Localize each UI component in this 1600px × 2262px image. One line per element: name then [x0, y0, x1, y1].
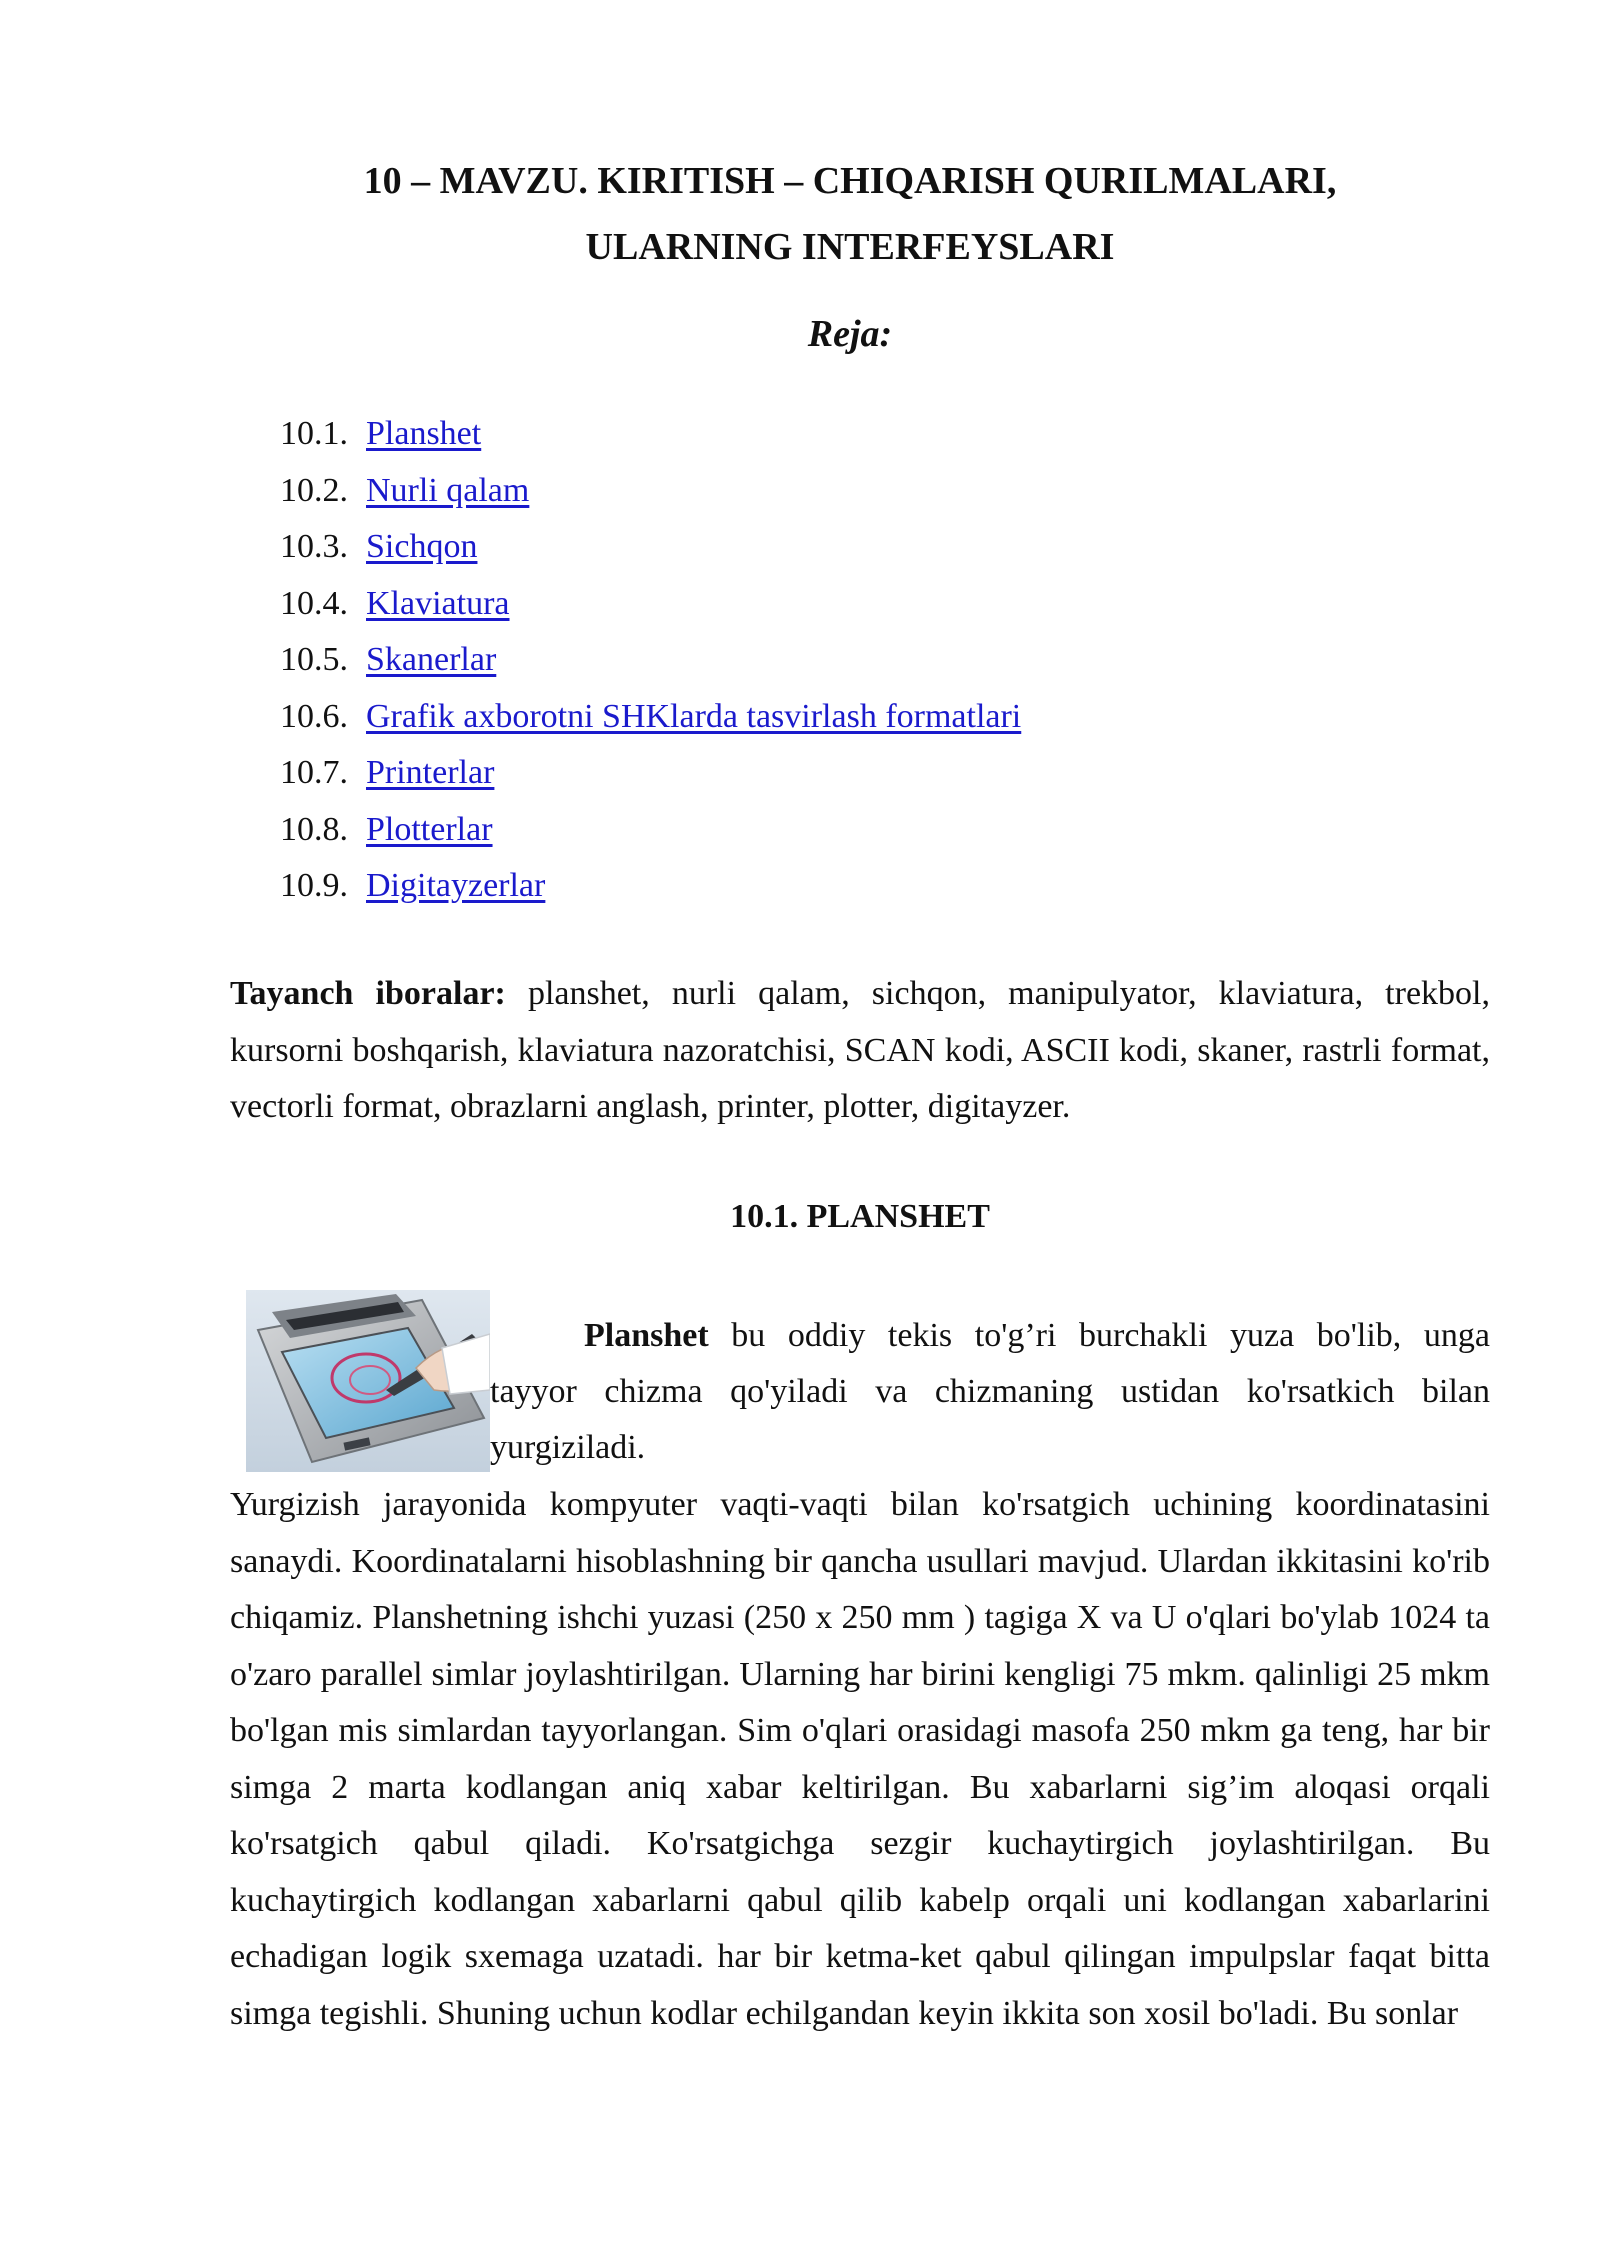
plan-heading: Reja: — [807, 313, 893, 355]
keywords-text: planshet, nurli qalam, sichqon, manipulyator, klaviatura, trekbol, kursorni boshqarish, klaviatura nazoratchisi, SCAN kodi, ASCII kodi, skaner, rastrli format, vectorli format, obrazlarni anglash, printer, plotter, digitayzer. — [230, 975, 1490, 1125]
keywords-paragraph — [230, 966, 1490, 1136]
toc-link-klaviatura[interactable]: Klaviatura — [366, 584, 510, 622]
toc-link-plotterlar[interactable]: Plotterlar — [366, 810, 493, 848]
section-heading: 10.1. PLANSHET — [730, 1198, 990, 1235]
toc-number: 10.5. — [280, 641, 348, 678]
toc-item — [280, 406, 1021, 463]
title-line-1: 10 – MAVZU. KIRITISH – CHIQARISH QURILMALARI, — [363, 160, 1337, 202]
toc-link-nurli-qalam[interactable]: Nurli qalam — [366, 471, 530, 509]
toc-number: 10.4. — [280, 584, 348, 622]
toc-link-planshet[interactable]: Planshet — [366, 415, 482, 452]
toc-item — [280, 632, 1021, 689]
title-line-2: ULARNING INTERFEYSLARI — [585, 226, 1115, 268]
body-paragraph: Yurgizish jarayonida kompyuter vaqti-vaqti bilan ko'rsatgich uchining koordinatasini sanaydi. Koordinatalarni hisoblashning bir qancha usullari mavjud. Ulardan ikkitasini ko'rib chiqamiz. Planshetning ishchi yuzasi (250 x 250 mm ) tagiga X va U o'qlari bo'ylab 1024 ta o'zaro parallel simlar joylashtirilgan. Ularning har birini kengligi 75 mkm. qalinligi 25 mkm bo'lgan mis simlardan tayyorlangan. Sim o'qlari orasidagi masofa 250 mkm ga teng, har bir simga 2 marta kodlangan aniq xabar keltirilgan. Bu xabarlarni sig’im aloqasi orqali ko'rsatgich qabul qiladi. Ko'rsatgichga sezgir kuchaytirgich joylashtirilgan. Bu kuchaytirgich kodlangan xabarlarni qabul qilib kabelp orqali uni kodlangan xabarlarini echadigan logik sxemaga uzatadi. har bir ketma-ket qabul qilingan impulpslar faqat bitta simga tegishli. Shuning uchun kodlar echilgandan keyin ikkita son xosil bo'ladi. Bu sonlar — [230, 1486, 1490, 2032]
keywords-label: Tayanch iboralar: — [230, 975, 506, 1012]
toc-number: 10.2. — [280, 471, 348, 509]
graphics-tablet-image — [246, 1290, 490, 1472]
toc-item — [280, 745, 1021, 802]
toc-number: 10.8. — [280, 810, 348, 848]
intro-line-1 — [584, 1308, 1490, 1365]
toc-item — [280, 858, 1021, 915]
toc-link-digitayzerlar[interactable]: Digitayzerlar — [366, 867, 546, 904]
toc-item — [280, 463, 1021, 520]
toc-item — [280, 519, 1021, 576]
intro-line-3: yurgiziladi. — [490, 1429, 646, 1466]
toc-number: 10.9. — [280, 867, 348, 904]
toc-link-grafik-formatlar[interactable]: Grafik axborotni SHKlarda tasvirlash formatlari — [366, 697, 1022, 735]
toc-item — [280, 689, 1021, 746]
intro-line-2: tayyor chizma qo'yiladi va chizmaning ustidan ko'rsatkich bilan — [490, 1373, 1490, 1410]
toc-number: 10.6. — [280, 697, 348, 735]
toc-number: 10.3. — [280, 528, 348, 565]
toc-link-printerlar[interactable]: Printerlar — [366, 754, 495, 791]
intro-term: Planshet — [584, 1317, 709, 1354]
toc-number: 10.1. — [280, 415, 348, 452]
toc-item — [280, 576, 1021, 633]
toc-link-sichqon[interactable]: Sichqon — [366, 528, 478, 565]
table-of-contents — [280, 406, 1021, 915]
toc-item — [280, 802, 1021, 859]
toc-number: 10.7. — [280, 754, 348, 791]
page-title — [230, 148, 1470, 280]
toc-link-skanerlar[interactable]: Skanerlar — [366, 641, 497, 678]
intro-line-1-text: bu oddiy tekis to'g’ri burchakli yuza bo'lib, unga — [708, 1317, 1490, 1354]
